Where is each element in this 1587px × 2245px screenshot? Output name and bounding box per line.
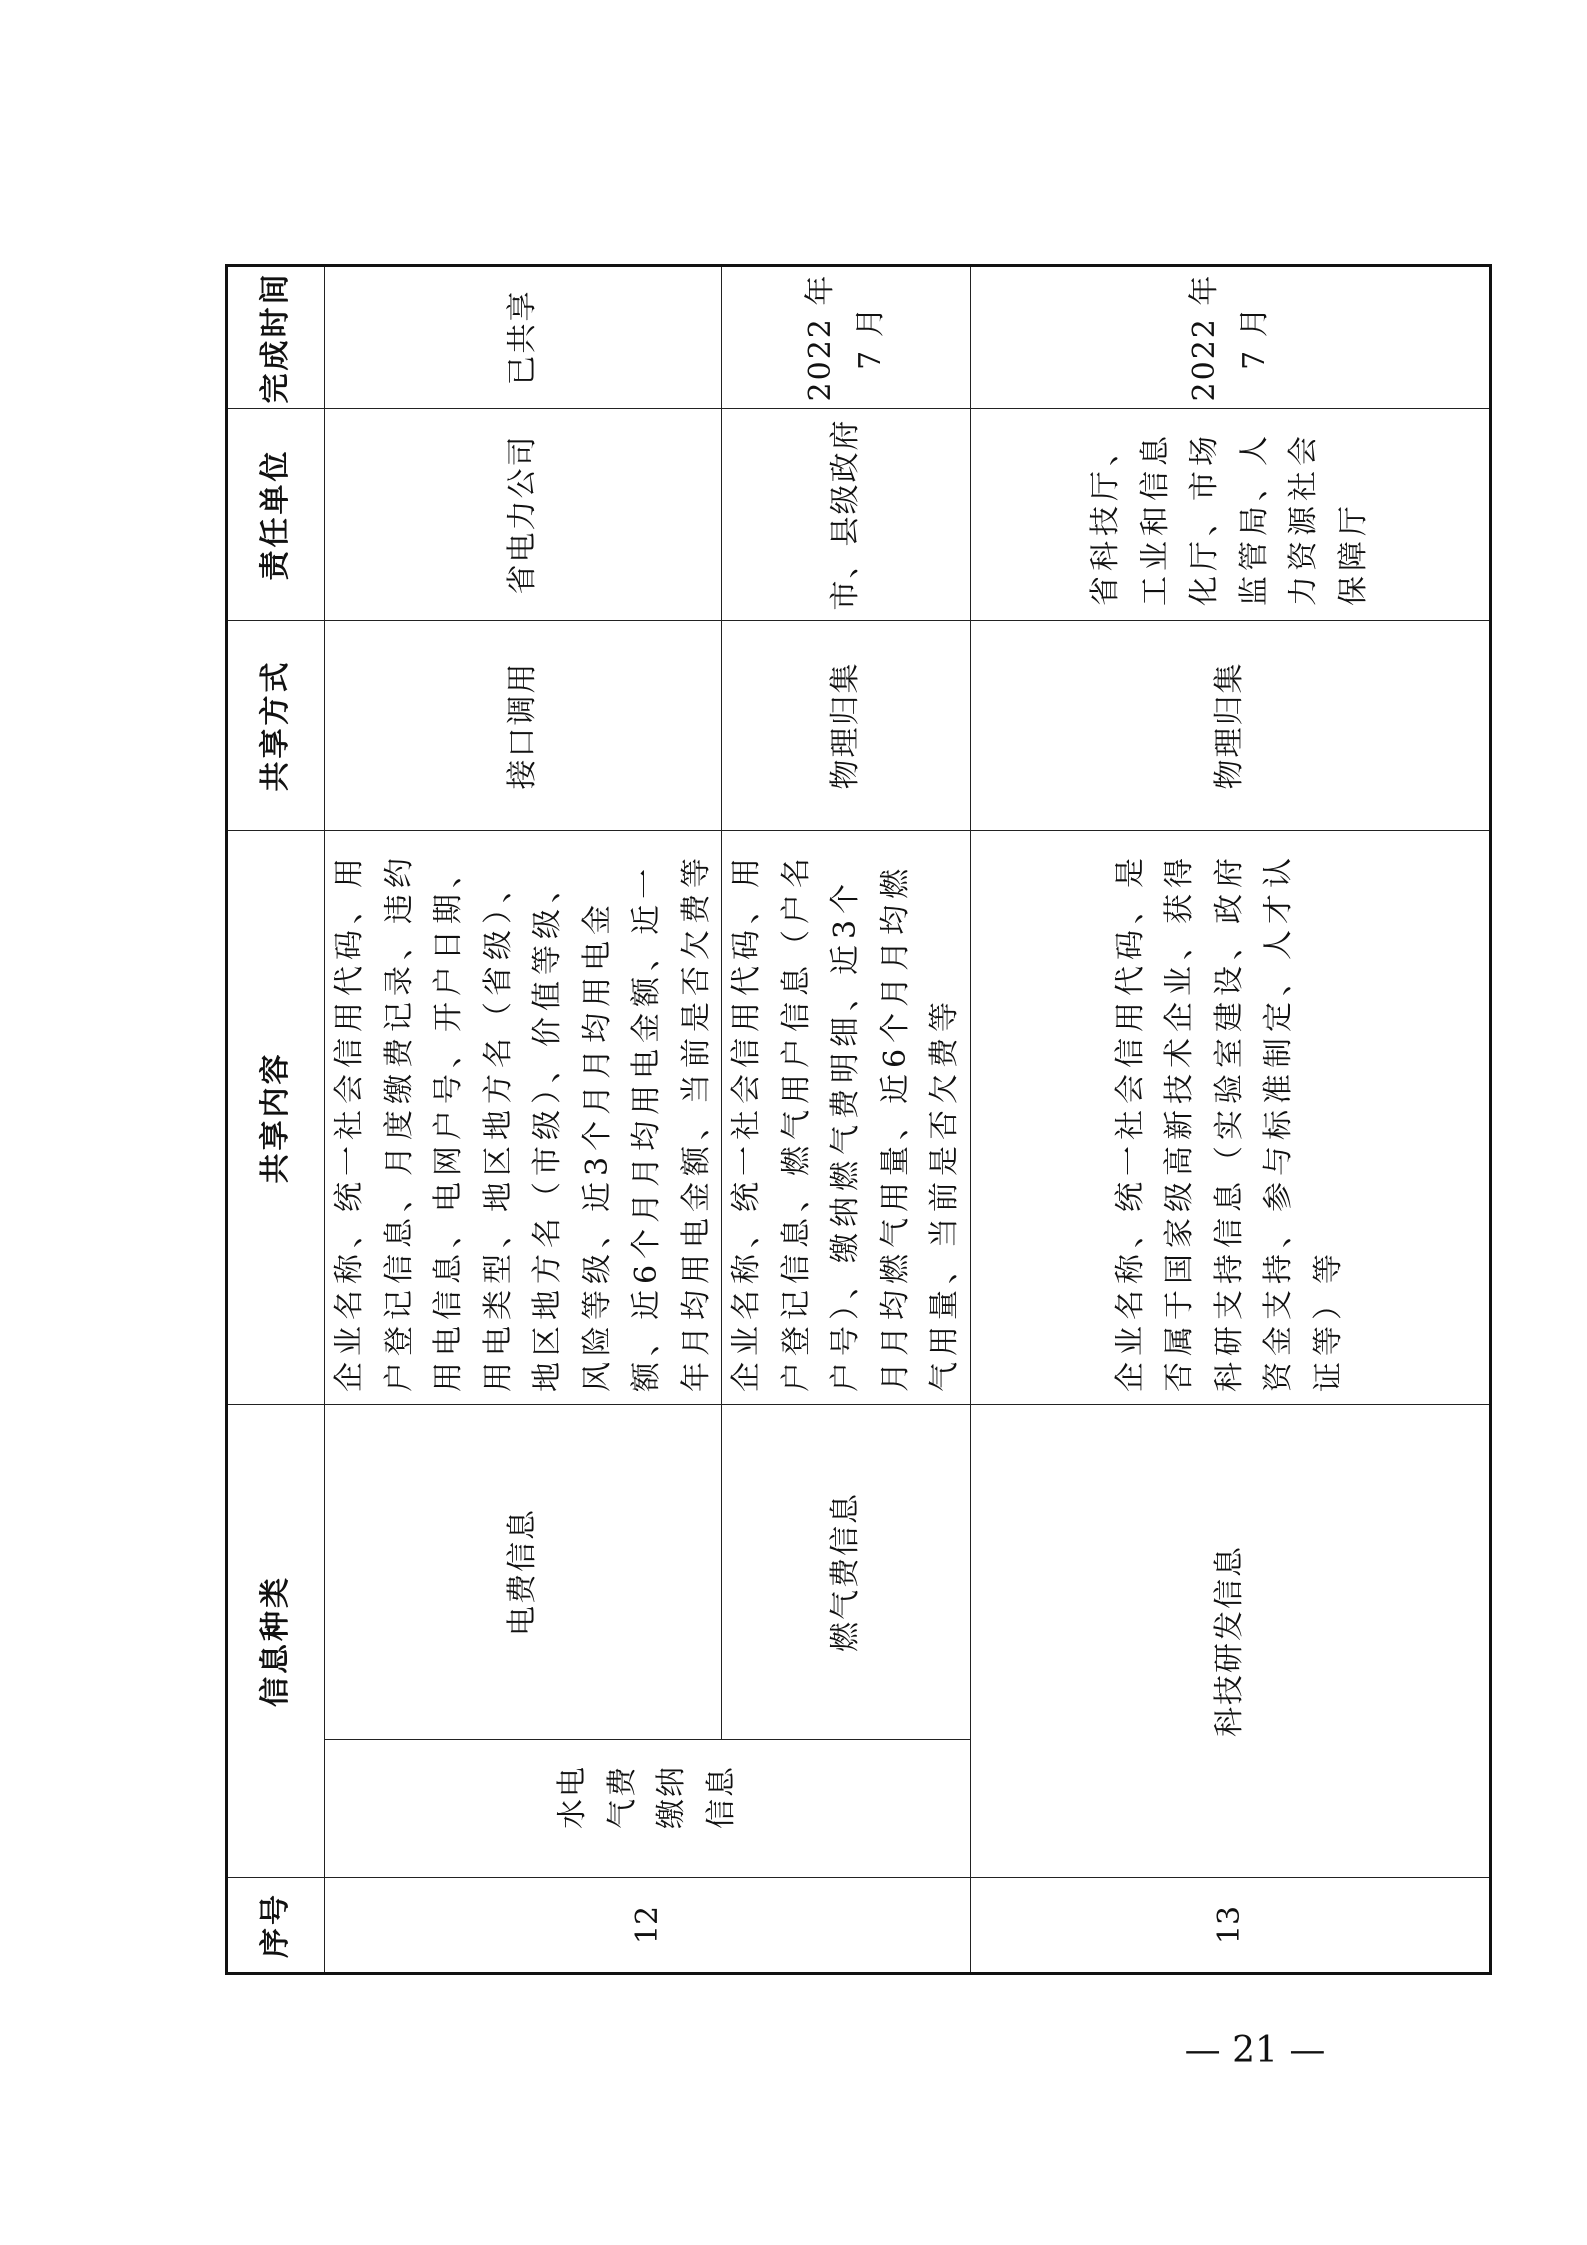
row-12-gas-unit: 市、县级政府 <box>722 409 971 621</box>
header-category: 信息种类 <box>227 1405 325 1878</box>
table-row <box>970 266 1490 1974</box>
row-13-seq: 13 <box>970 1878 1490 1974</box>
row-13-category: 科技研发信息 <box>970 1405 1490 1878</box>
rotated-table <box>225 267 1402 1975</box>
row-13-time: 2022 年 7 月 <box>970 266 1490 409</box>
group-line: 气费 <box>604 1765 640 1829</box>
row-12-seq: 12 <box>325 1878 971 1974</box>
info-sharing-table <box>225 264 1492 1975</box>
row-12-gas-method: 物理归集 <box>722 621 971 831</box>
row-12-gas-category: 燃气费信息 <box>722 1405 971 1740</box>
header-unit: 责任单位 <box>227 409 325 621</box>
header-seq: 序号 <box>227 1878 325 1974</box>
row-12-electricity-unit: 省电力公司 <box>325 409 722 621</box>
header-time: 完成时间 <box>227 266 325 409</box>
row-12-electricity-time: 已共享 <box>325 266 722 409</box>
page-number: — 21 — <box>1184 2030 1326 2071</box>
row-13-content: 企业名称、统一社会信用代码、是否属于国家级高新技术企业、获得科研支持信息（实验室建设、政府资金支持、参与标准制定、人才认证等）等 <box>970 831 1490 1405</box>
header-content: 共享内容 <box>227 831 325 1405</box>
row-12-electricity-category: 电费信息 <box>325 1405 722 1740</box>
row-12-group <box>325 1740 971 1878</box>
rotated-table-container <box>225 267 1402 1975</box>
table-row <box>722 266 971 1974</box>
header-method: 共享方式 <box>227 621 325 831</box>
row-12-electricity-content: 企业名称、统一社会信用代码、用户登记信息、月度缴费记录、违约用电信息、电网户号、开户日期、用电类型、地区地方名（省级）、地区地方名（市级）、价值等级、风险等级、近3个月月均用电金额、近6个月月均用电金额、近一年月均用电金额、当前是否欠费等 <box>325 831 722 1405</box>
group-line: 缴纳 <box>654 1765 690 1829</box>
header-row <box>227 266 325 1974</box>
row-12-gas-content: 企业名称、统一社会信用代码、用户登记信息、燃气用户信息（户名户号）、缴纳燃气费明细、近3个月月均燃气用量、近6个月月均燃气用量、当前是否欠费等 <box>722 831 971 1405</box>
group-line: 信息 <box>703 1765 739 1829</box>
row-12-electricity-method: 接口调用 <box>325 621 722 831</box>
group-line: 水电 <box>555 1765 591 1829</box>
row-13-unit: 省科技厅、工业和信息化厅、市场监管局、人力资源社会保障厅 <box>970 409 1490 621</box>
row-13-method: 物理归集 <box>970 621 1490 831</box>
row-12-gas-time: 2022 年 7 月 <box>722 266 971 409</box>
table-row <box>325 266 722 1974</box>
